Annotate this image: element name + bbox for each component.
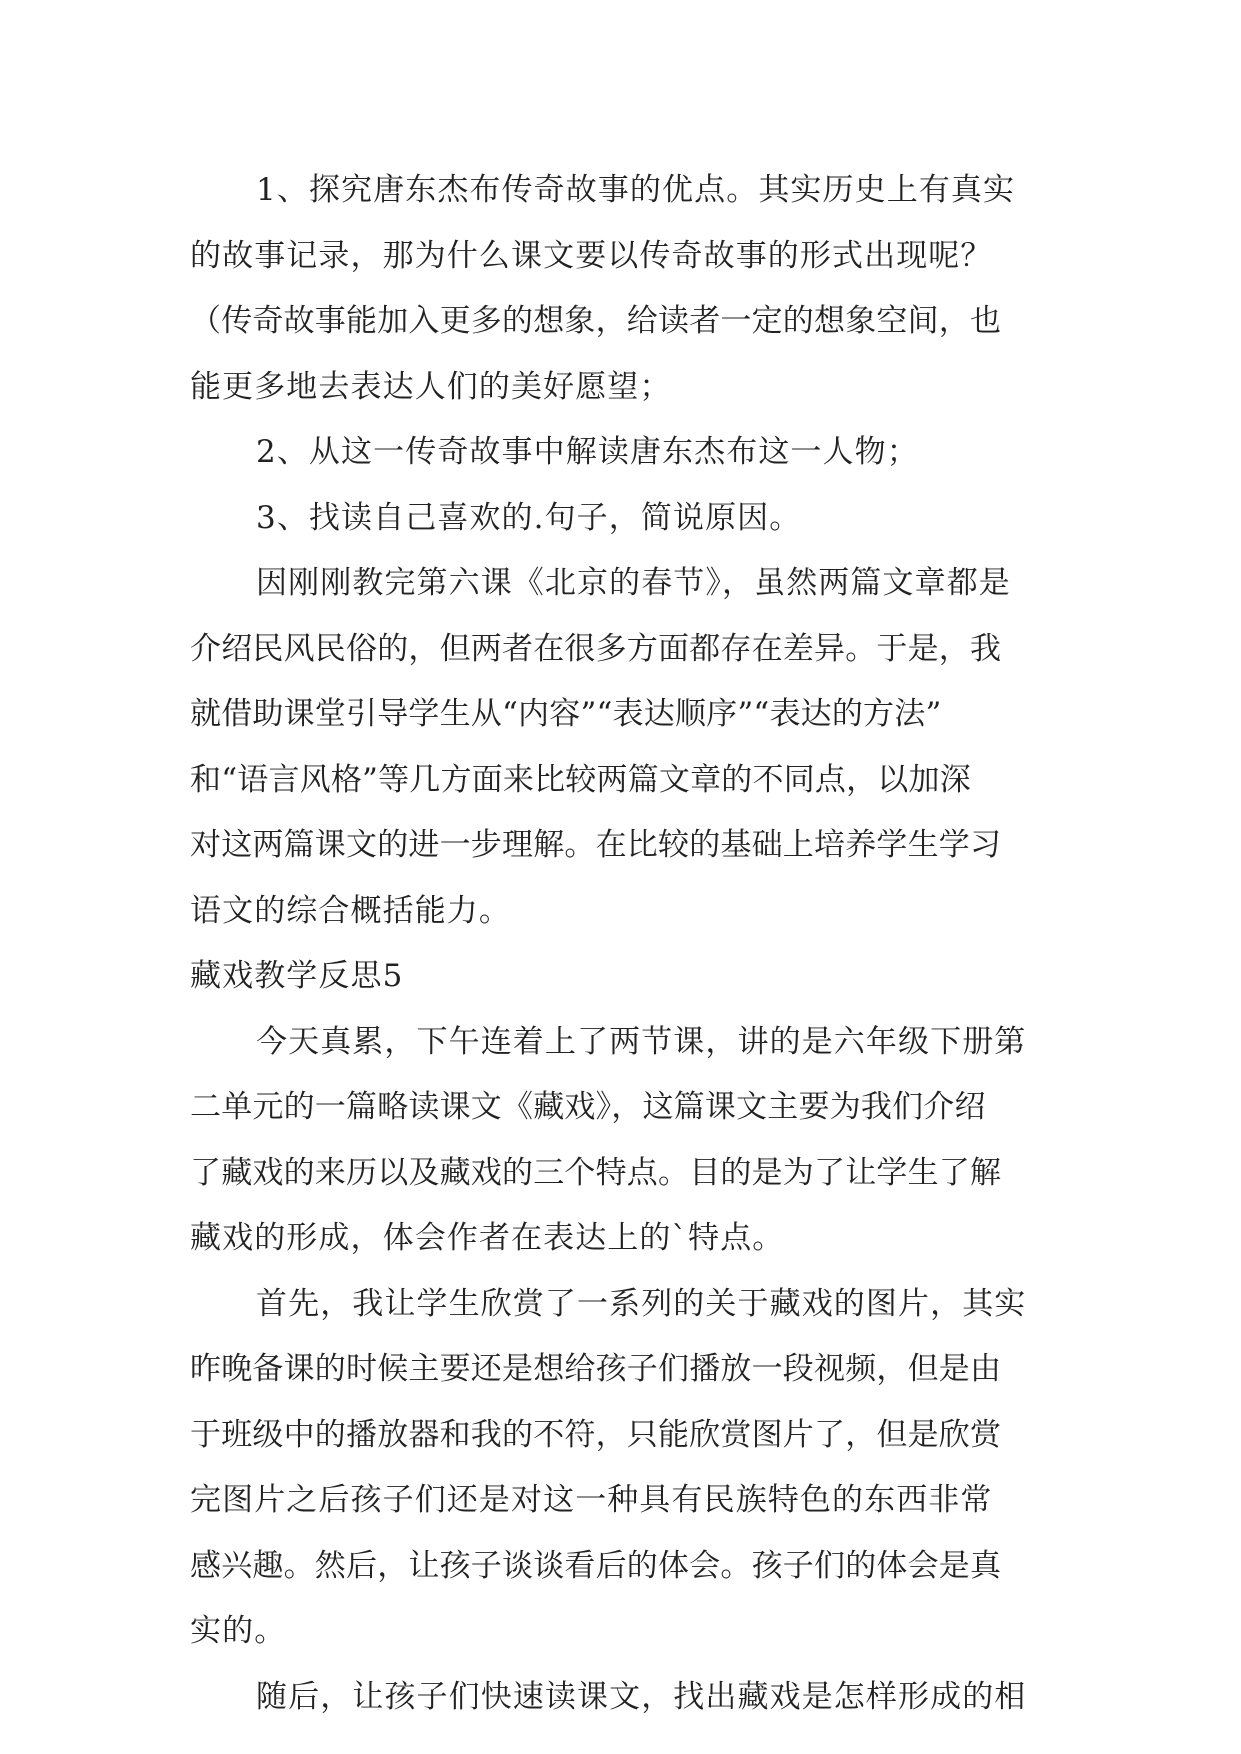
text-line: 2、从这一传奇故事中解读唐东杰布这一人物；: [256, 434, 919, 470]
text-line: 二单元的一篇略读课文《藏戏》，这篇课文主要为我们介绍: [190, 1089, 986, 1125]
text-line: 的故事记录，那为什么课文要以传奇故事的形式出现呢？: [190, 237, 993, 274]
text-line: 1、探究唐东杰布传奇故事的优点。其实历史上有真实: [256, 172, 1016, 208]
text-line: 了藏戏的来历以及藏戏的三个特点。目的是为了让学生了解: [190, 1154, 1002, 1191]
text-line: （传奇故事能加入更多的想象，给读者一定的想象空间，也: [190, 303, 1002, 339]
text-line: 和“语言风格”等几方面来比较两篇文章的不同点，以加深: [190, 761, 971, 798]
text-line: 于班级中的播放器和我的不符，只能欣赏图片了，但是欣赏: [190, 1416, 1002, 1453]
text-line: 因刚刚教完第六课《北京的春节》，虽然两篇文章都是: [256, 565, 1011, 601]
text-line: 就借助课堂引导学生从“内容”“表达顺序”“表达的方法”: [190, 696, 942, 732]
text-line: 首先，我让学生欣赏了一系列的关于藏戏的图片，其实: [256, 1285, 1027, 1322]
text-line: 今天真累，下午连着上了两节课，讲的是六年级下册第: [256, 1023, 1027, 1060]
document-body: [190, 158, 1050, 1730]
text-line: 3、找读自己喜欢的.句子，简说原因。: [256, 499, 802, 536]
text-line: 随后，让孩子们快速读课文，找出藏戏是怎样形成的相: [256, 1678, 1027, 1715]
text-line: 完图片之后孩子们还是对这一种具有民族特色的东西非常: [190, 1482, 993, 1518]
text-line: 对这两篇课文的进一步理解。在比较的基础上培养学生学习: [190, 827, 1002, 863]
text-line: 昨晚备课的时候主要还是想给孩子们播放一段视频，但是由: [190, 1351, 1002, 1387]
text-line: 实的。: [190, 1613, 287, 1649]
text-line: 语文的综合概括能力。: [190, 892, 511, 929]
section-heading: 藏戏教学反思5: [190, 958, 404, 994]
text-line: 藏戏的形成，体会作者在表达上的`特点。: [190, 1220, 785, 1256]
text-line: 介绍民风民俗的，但两者在很多方面都存在差异。于是，我: [190, 630, 1002, 667]
text-line: 感兴趣。然后，让孩子谈谈看后的体会。孩子们的体会是真: [190, 1547, 1002, 1584]
text-line: 能更多地去表达人们的美好愿望；: [190, 368, 672, 405]
